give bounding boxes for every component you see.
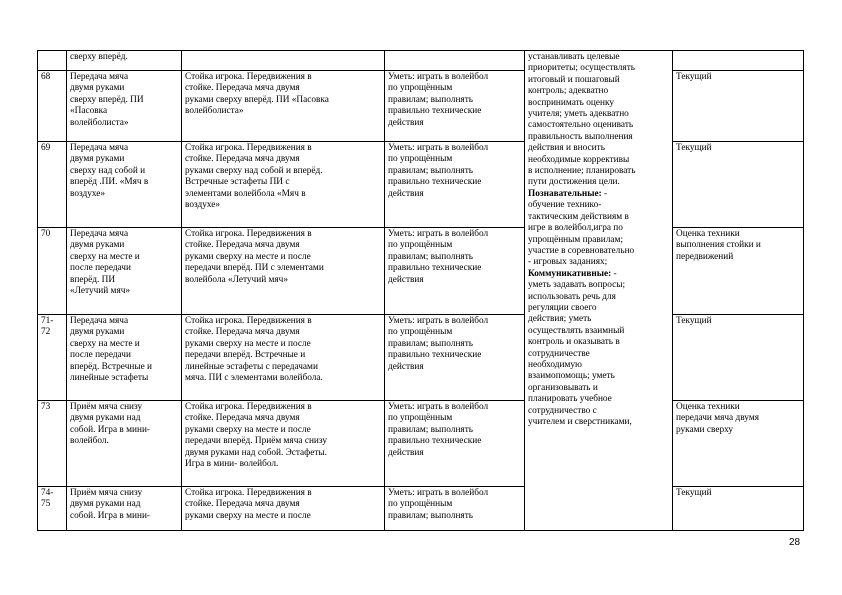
lesson-number: 74- 75 [38, 487, 67, 531]
lesson-control: Текущий [673, 487, 804, 531]
lesson-number [38, 51, 67, 71]
lesson-content: Стойка игрока. Передвижения в стойке. Передача мяча двумя руками сверху на месте и после передачи вперёд. ПИ с элементами волейбола «Летучий мяч» [182, 228, 385, 315]
lesson-number: 68 [38, 71, 67, 142]
table-row [38, 142, 804, 228]
lesson-content: Стойка игрока. Передвижения в стойке. Передача мяча двумя руками сверху на месте и после передачи вперёд. Приём мяча снизу двумя руками над собой. Эстафеты. Игра в мини- волейбол. [182, 401, 385, 487]
communicative-label: Коммуникативные: [528, 268, 612, 279]
lesson-content: Стойка игрока. Передвижения в стойке. Передача мяча двумя руками сверху на месте и после [182, 487, 385, 531]
table-row [38, 315, 804, 401]
uud-merged-cell: устанавливать целевые приоритеты; осуществлять итоговый и пошаговый контроль; адекватно воспринимать оценку учителя; уметь адекватно самостоятельно оценивать правильность выполнения действия и вносить необходимые коррективы в исполнение; планировать пути достижения цели. Познавательные: - обучение технико- тактическим действиям в игре в волейбол,игра по упрощённым правилам; участие в соревновательно - игровых заданиях; Коммуникативные: - уметь задавать вопросы; использовать речь для регуляции своего действия; уметь осуществлять взаимный контроль и оказывать в сотрудничестве необходимую взаимопомощь; уметь организовывать и планировать учебное сотрудничество с учителем и сверстниками, [525, 51, 673, 531]
lesson-topic: Передача мяча двумя руками сверху вперёд. ПИ «Пасовка волейболиста» [67, 71, 182, 142]
table-row [38, 71, 804, 142]
cognitive-label: Познавательные: [528, 188, 602, 199]
table-row [38, 487, 804, 531]
lesson-content: Стойка игрока. Передвижения в стойке. Передача мяча двумя руками сверху вперёд. ПИ «Пасовка волейболиста» [182, 71, 385, 142]
lesson-number: 69 [38, 142, 67, 228]
lesson-plan-table [37, 50, 804, 531]
lesson-control: Текущий [673, 71, 804, 142]
lesson-topic: Приём мяча снизу двумя руками над собой. Игра в мини- волейбол. [67, 401, 182, 487]
lesson-skills: Уметь: играть в волейбол по упрощённым правилам; выполнять правильно технические действия [385, 228, 525, 315]
lesson-content: Стойка игрока. Передвижения в стойке. Передача мяча двумя руками сверху на месте и после передачи вперёд. Встречные и линейные эстафеты с передачами мяча. ПИ с элементами волейбола. [182, 315, 385, 401]
lesson-topic: Передача мяча двумя руками сверху на месте и после передачи вперёд. ПИ «Летучий мяч» [67, 228, 182, 315]
lesson-topic: сверху вперёд. [67, 51, 182, 71]
lesson-number: 70 [38, 228, 67, 315]
lesson-control: Текущий [673, 315, 804, 401]
lesson-skills: Уметь: играть в волейбол по упрощённым правилам; выполнять правильно технические действия [385, 315, 525, 401]
lesson-content: Стойка игрока. Передвижения в стойке. Передача мяча двумя руками сверху над собой и вперёд. Встречные эстафеты ПИ с элементами волейбола «Мяч в воздухе» [182, 142, 385, 228]
lesson-topic: Передача мяча двумя руками сверху на месте и после передачи вперёд. Встречные и линейные эстафеты [67, 315, 182, 401]
table-row [38, 401, 804, 487]
page-number: 28 [789, 537, 801, 548]
lesson-topic: Передача мяча двумя руками сверху над собой и вперёд .ПИ. «Мяч в воздухе» [67, 142, 182, 228]
lesson-topic: Приём мяча снизу двумя руками над собой. Игра в мини- [67, 487, 182, 531]
lesson-skills: Уметь: играть в волейбол по упрощённым правилам; выполнять правильно технические действия [385, 401, 525, 487]
lesson-content [182, 51, 385, 71]
lesson-skills [385, 51, 525, 71]
lesson-skills: Уметь: играть в волейбол по упрощённым правилам; выполнять правильно технические действия [385, 71, 525, 142]
table-row [38, 51, 804, 71]
lesson-control: Оценка техники выполнения стойки и передвижений [673, 228, 804, 315]
table-row [38, 228, 804, 315]
lesson-skills: Уметь: играть в волейбол по упрощённым правилам; выполнять [385, 487, 525, 531]
lesson-control: Текущий [673, 142, 804, 228]
lesson-control: Оценка техники передачи мяча двумя руками сверху [673, 401, 804, 487]
lesson-control [673, 51, 804, 71]
lesson-number: 73 [38, 401, 67, 487]
lesson-number: 71- 72 [38, 315, 67, 401]
lesson-skills: Уметь: играть в волейбол по упрощённым правилам; выполнять правильно технические действия [385, 142, 525, 228]
